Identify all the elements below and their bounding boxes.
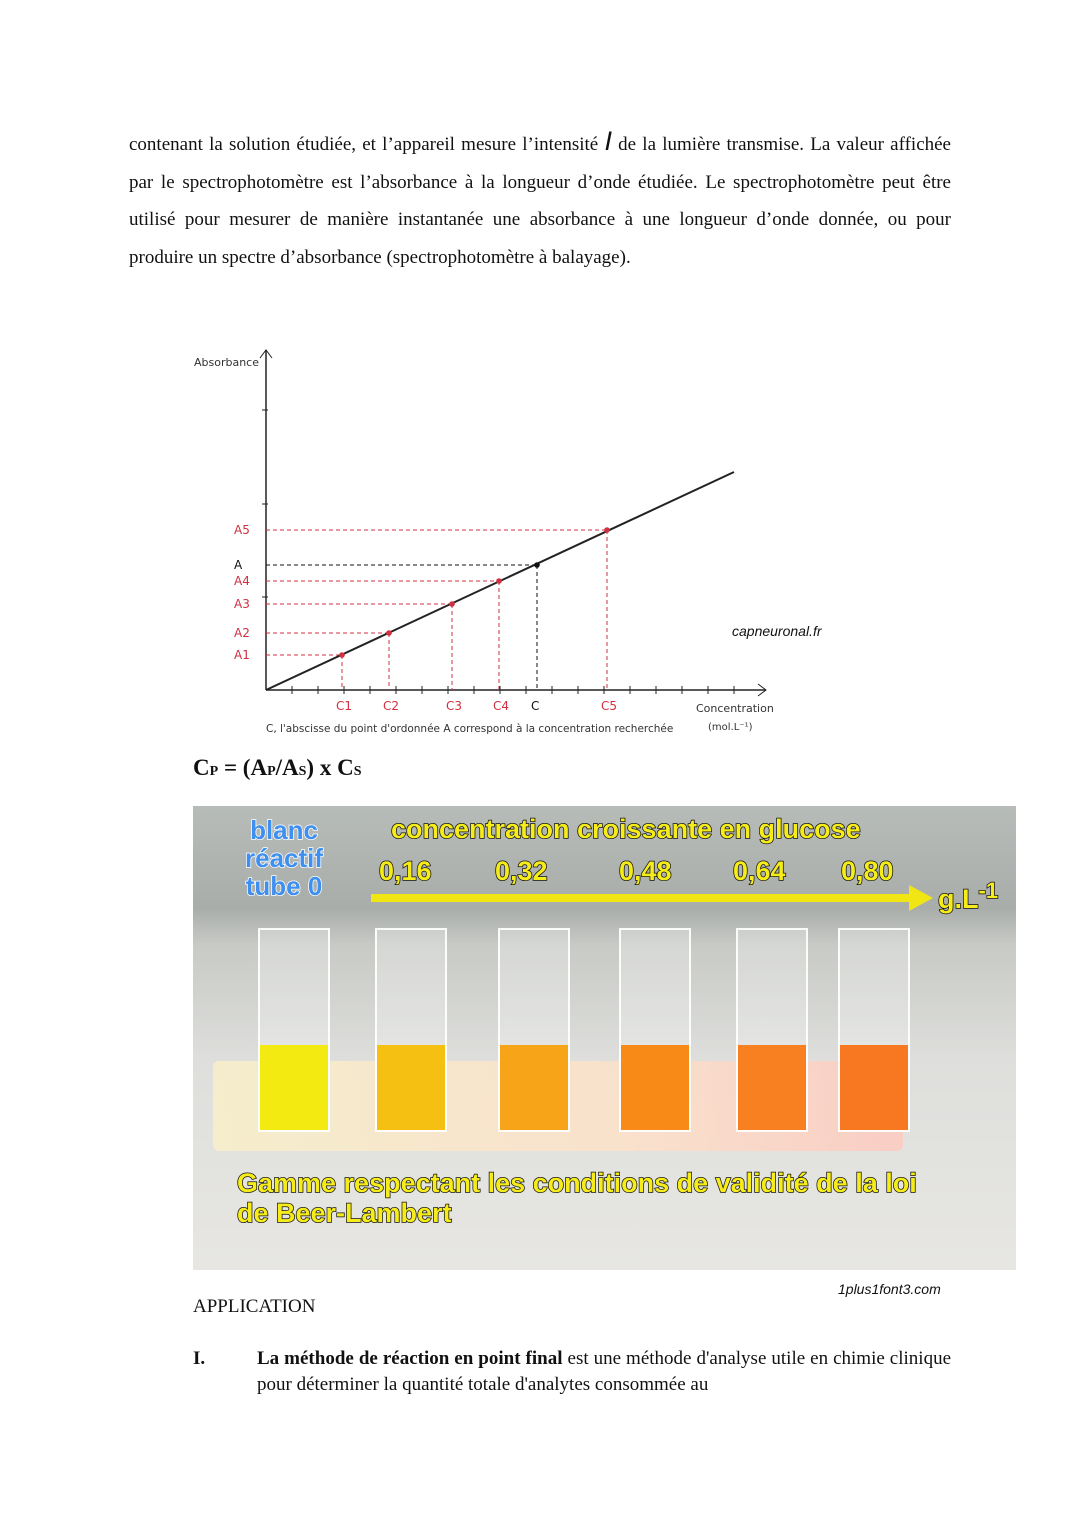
x-point-label: C [531,699,540,713]
cuvette-solution [500,1045,568,1130]
photo-source: 1plus1font3.com [838,1281,941,1297]
y-point-label: A2 [234,626,250,640]
formula: CP = (AP/AS) x CS [193,755,362,780]
chart-source: capneuronal.fr [732,623,822,639]
data-point [386,630,392,636]
cuvette-solution [738,1045,806,1130]
cuvette [375,928,447,1132]
x-point-label: C3 [446,699,463,713]
cuvette [498,928,570,1132]
cuvette [736,928,808,1132]
data-point [604,527,610,533]
cuvette [838,928,910,1132]
y-point-label: A1 [234,648,250,662]
blank-label: blanc réactif tube 0 [245,815,324,901]
y-point-label: A5 [234,523,250,537]
y-point-label: A [234,558,243,572]
chart-caption: C, l'abscisse du point d'ordonnée A correspond à la concentration recherchée [266,723,674,735]
conc-label: 0,32 [495,856,548,886]
data-point [339,652,345,658]
calibration-chart [180,340,800,740]
photo-title: concentration croissante en glucose [391,814,861,844]
conc-label: 0,48 [619,856,672,886]
section-heading: APPLICATION [193,1296,316,1317]
cuvette-solution [840,1045,908,1130]
conc-label: 0,80 [841,856,894,886]
body-paragraph: contenant la solution étudiée, et l’appareil mesure l’intensité I de la lumière transmise. La valeur affichée par le spectrophotomètre est l’absorbance à la longueur d’onde étudiée. Le spectrophotomètre peut être utilisé pour mesurer de manière instantanée une absorbance à une longueur d’onde donnée, ou pour produire un spectre d’absorbance (spectrophotomètre à balayage). [129,126,951,268]
arrow-icon [371,894,911,902]
x-axis-label: Concentration [696,702,774,715]
x-point-label: C1 [336,699,353,713]
cuvette-photo [193,806,1016,1270]
y-axis-label: Absorbance [194,356,260,369]
data-point [449,601,455,607]
x-axis-unit: (mol.L⁻¹) [708,722,753,733]
conc-label: 0,16 [379,856,432,886]
list-item: I. La méthode de réaction en point final est une méthode d'analyse utile en chimie clinique pour déterminer la quantité totale d'analytes consommée au [193,1348,951,1395]
intensity-symbol: I [604,126,612,156]
x-point-label: C4 [493,699,510,713]
y-point-label: A3 [234,597,250,611]
x-point-label: C2 [383,699,400,713]
y-point-label: A4 [234,574,250,588]
cuvette-solution [260,1045,328,1130]
x-point-label: C5 [601,699,618,713]
cuvette-solution [377,1045,445,1130]
conc-label: 0,64 [733,856,786,886]
cuvette [258,928,330,1132]
photo-caption: Gamme respectant les conditions de validité de la loi de Beer-Lambert [237,1168,917,1228]
data-point [496,578,502,584]
cuvette [619,928,691,1132]
unit-label: $g.L^{-1}$ [938,878,999,914]
data-point [534,562,540,568]
cuvette-solution [621,1045,689,1130]
